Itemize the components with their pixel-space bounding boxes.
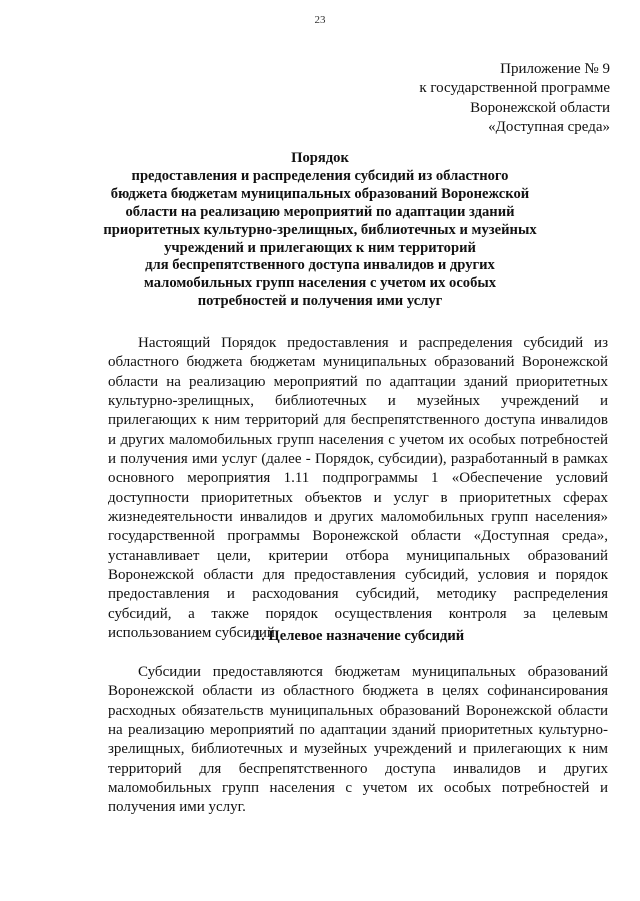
paragraph-line: Воронежской области из областного бюджета в целях софинансирования xyxy=(108,683,608,700)
paragraph-line: на реализацию мероприятий по адаптации зданий приоритетных культурно- xyxy=(108,722,608,739)
title-line: бюджета бюджетам муниципальных образований Воронежской xyxy=(110,185,530,202)
paragraph-line: основного мероприятия 1.11 подпрограммы 1 «Обеспечение условий xyxy=(108,470,608,487)
paragraph-line: получения ими услуг. xyxy=(108,799,246,816)
title-line: потребностей и получения ими услуг xyxy=(197,293,443,310)
section-1-paragraph xyxy=(108,663,608,818)
paragraph-line: прилегающих к ним территорий для беспрепятственного доступа инвалидов xyxy=(108,412,608,429)
paragraph-line: использованием субсидий. xyxy=(108,625,279,642)
page-number: 23 xyxy=(314,14,326,26)
paragraph-line: областного бюджета бюджетам муниципальных образований Воронежской xyxy=(108,354,608,371)
paragraph-line: доступности приоритетных объектов и услуг в приоритетных сферах xyxy=(108,489,608,506)
paragraph-line: устанавливает цели, критерии отбора муниципальных образований xyxy=(108,547,608,564)
intro-paragraph xyxy=(108,334,608,644)
paragraph-line: культурно-зрелищных, библиотечных и музейных учреждений и xyxy=(108,393,608,410)
paragraph-line: субсидий, а также порядок осуществления контроля за целевым xyxy=(108,605,608,622)
paragraph-line: зрелищных, библиотечных и музейных учреждений и прилегающих к ним xyxy=(108,741,608,758)
appendix-line: Воронежской области xyxy=(470,99,610,116)
paragraph-line: маломобильных групп населения с учетом их особых потребностей и xyxy=(108,780,608,797)
paragraph-line: жизнедеятельности инвалидов и других маломобильных групп населения» xyxy=(108,509,608,526)
appendix-line: Приложение № 9 xyxy=(500,61,610,77)
appendix-line: к государственной программе xyxy=(419,80,610,97)
appendix-line: «Доступная среда» xyxy=(488,118,610,135)
paragraph-line: и других маломобильных групп населения с учетом их особых потребностей xyxy=(108,431,608,448)
paragraph-line: территорий для беспрепятственного доступа инвалидов и других xyxy=(108,760,608,777)
paragraph-line: расходных обязательств муниципальных образований Воронежской области xyxy=(108,702,608,719)
appendix-header xyxy=(350,60,610,137)
title-line: учреждений и прилегающих к ним территорий xyxy=(164,239,476,256)
title-line: предоставления и распределения субсидий из областного xyxy=(131,167,509,184)
paragraph-line: Субсидии предоставляются бюджетам муниципальных образований xyxy=(138,664,608,680)
title-line: маломобильных групп населения с учетом их особых xyxy=(143,275,497,292)
title-line: области на реализацию мероприятий по адаптации зданий xyxy=(125,203,515,220)
document-title xyxy=(60,150,580,311)
title-line: для беспрепятственного доступа инвалидов и других xyxy=(145,257,495,274)
paragraph-line: и получения ими услуг (далее - Порядок, субсидии), разработанный в рамках xyxy=(108,451,608,468)
paragraph-line: области на реализацию мероприятий по адаптации зданий приоритетных xyxy=(108,373,608,390)
section-heading: 1. Целевое назначение субсидий xyxy=(253,628,465,644)
title-line: Порядок xyxy=(291,150,349,166)
paragraph-line: Настоящий Порядок предоставления и распределения субсидий из xyxy=(138,335,608,351)
paragraph-line: Воронежской области для предоставления субсидий, условия и порядок xyxy=(108,567,608,584)
paragraph-line: государственной программы Воронежской области «Доступная среда», xyxy=(108,528,608,545)
paragraph-line: предоставления и расходования субсидий, методику распределения xyxy=(108,586,608,603)
title-line: приоритетных культурно-зрелищных, библиотечных и музейных xyxy=(103,221,537,238)
